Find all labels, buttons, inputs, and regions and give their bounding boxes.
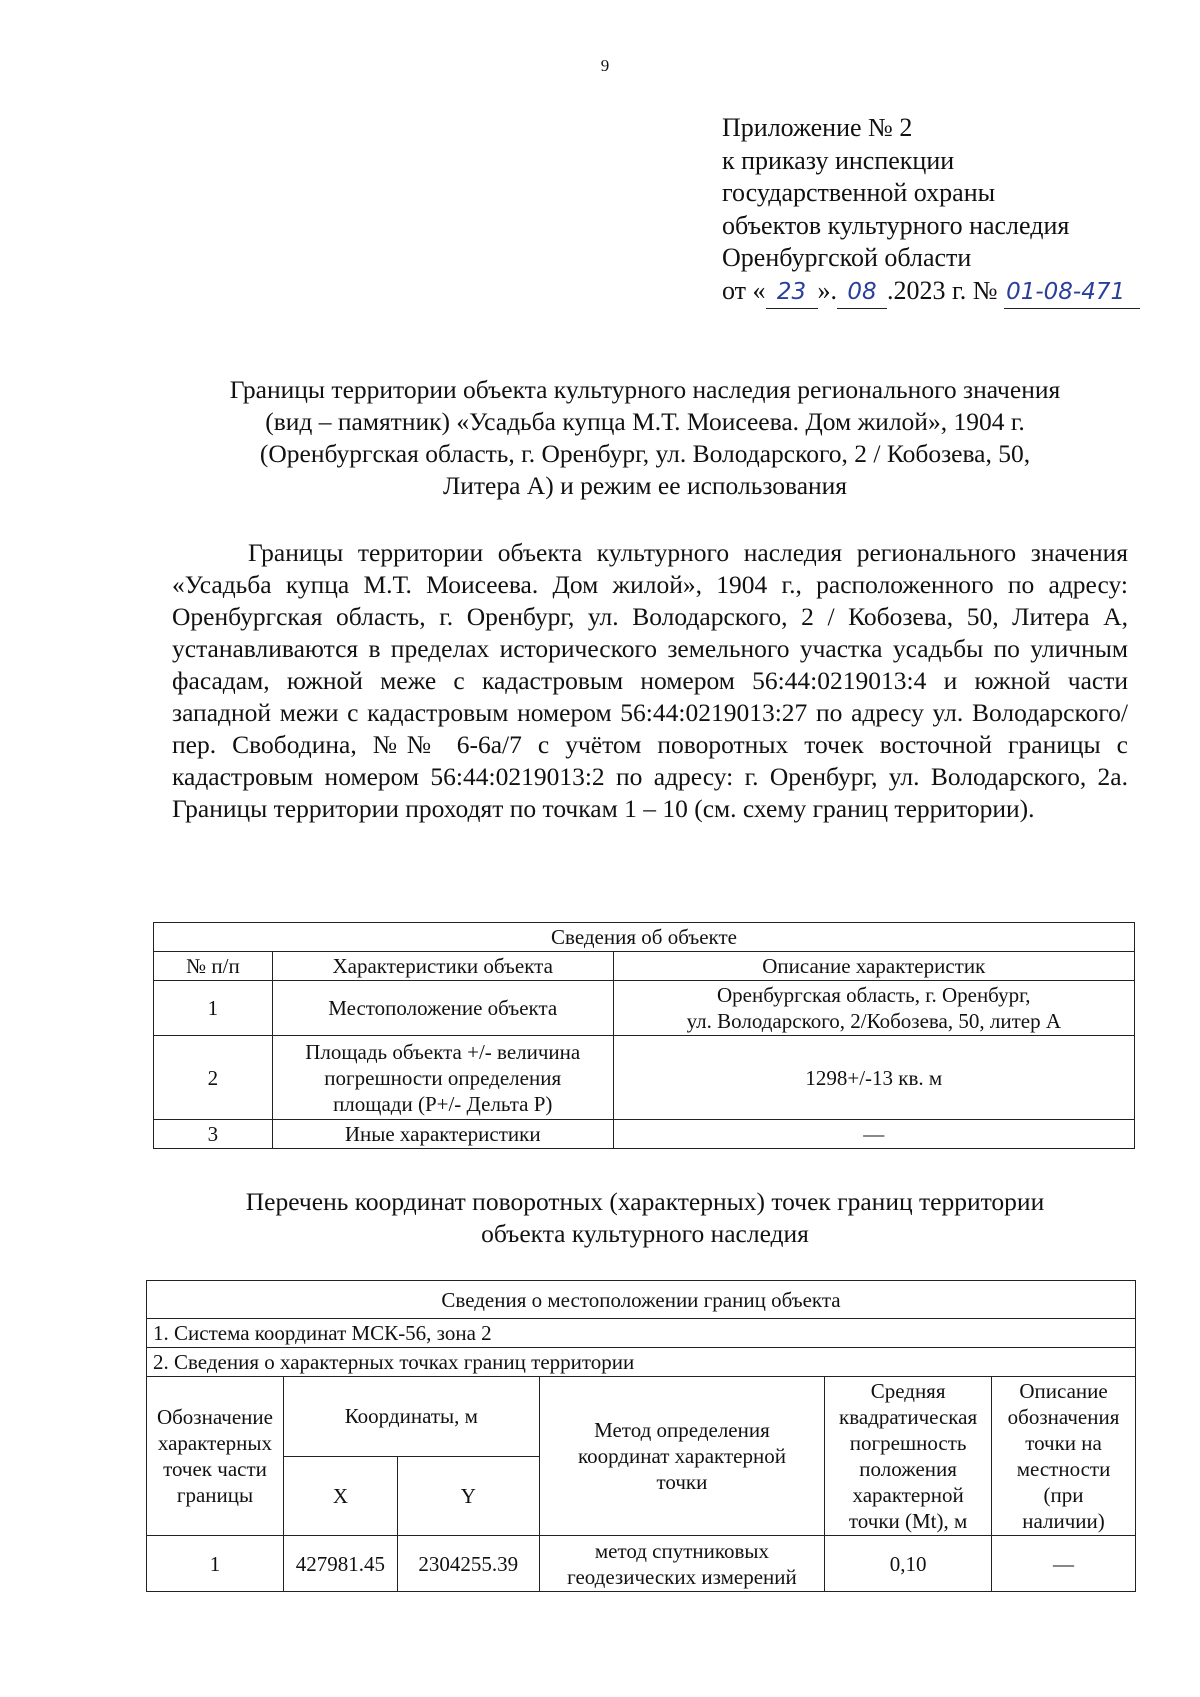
table-cell: — [613,1120,1134,1149]
handwritten-order-number: 01-08-471 [1004,276,1140,310]
body-paragraph: Границы территории объекта культурного наследия регионального значения «Усадьба купца М.Т. Моисеева. Дом жилой», 1904 г., расположенного по адресу: Оренбургская область, г. Оренбург, ул. Володарского, 2 / Кобозева, 50, Литера А, устанавливаются в пределах исторического земельного участка усадьбы по уличным фасадам, южной меже с кадастровым номером 56:44:0219013:4 и южной части западной межи с кадастровым номером 56:44:0219013:27 по адресу ул. Володарского/ пер. Свободина, №№ 6-6а/7 с учётом поворотных точек восточной границы с кадастровым номером 56:44:0219013:2 по адресу: г. Оренбург, ул. Володарского, 2а. Границы территории проходят по точкам 1 – 10 (см. схему границ территории). [172,538,1128,823]
header-line: точки (Mt), м [848,1509,968,1533]
header-cell: Характеристики объекта [272,952,613,981]
appendix-date-line [722,275,1140,310]
coordinates-section-title [150,1186,1140,1250]
cell-line: Площадь объекта +/- величина [305,1039,581,1064]
header-line: точки [656,1470,708,1494]
table-caption-row [147,1281,1136,1319]
header-line: местности [1016,1457,1111,1481]
appendix-line: Оренбургской области [722,243,972,272]
coord-x: 427981.45 [283,1536,397,1592]
header-line: (при [1043,1483,1084,1507]
header-cell: Описание характеристик [613,952,1134,981]
header-line: обозначения [1007,1405,1120,1429]
table-row [147,1536,1136,1592]
header-line: точек части [163,1457,267,1481]
header-line: характерных [157,1431,273,1455]
header-cell: № п/п [154,952,273,981]
table-row [154,1120,1135,1149]
description-cell: — [992,1536,1136,1592]
header-line: квадратическая [839,1405,978,1429]
header-line: Описание [1019,1379,1108,1403]
table-cell: Местоположение объекта [272,981,613,1036]
header-cell-y: Y [397,1456,539,1536]
coordinate-system: 1. Система координат МСК-56, зона 2 [147,1319,1136,1348]
header-line: погрешность [849,1431,967,1455]
table-cell: 1298+/-13 кв. м [613,1036,1134,1120]
header-line: координат характерной [577,1444,786,1468]
date-year: .2023 г. № [887,275,998,305]
title-line: Границы территории объекта культурного наследия регионального значения [229,375,1061,404]
coord-y: 2304255.39 [397,1536,539,1592]
points-section-title: 2. Сведения о характерных точках границ территории [147,1348,1136,1377]
table-row [147,1319,1136,1348]
handwritten-day: 23 [766,276,818,310]
subtitle-line: объекта культурного наследия [481,1219,809,1248]
document-title [150,374,1140,502]
handwritten-month: 08 [837,276,887,310]
appendix-header [722,112,1140,309]
appendix-line: объектов культурного наследия [722,210,1070,240]
header-line: точки на [1025,1431,1102,1455]
table-cell: 3 [154,1120,273,1149]
table-header-row [154,952,1135,981]
table-caption: Сведения об объекте [154,923,1135,952]
cell-line: ул. Володарского, 2/Кобозева, 50, литер А [686,1009,1061,1033]
title-line: Литера А) и режим ее использования [442,471,848,500]
header-cell-point [147,1377,284,1536]
table-header-row [147,1377,1136,1457]
cell-line: геодезических измерений [567,1564,797,1589]
table-cell: 1 [154,981,273,1036]
table-cell: Иные характеристики [272,1120,613,1149]
header-line: характерной [852,1483,964,1507]
header-line: Обозначение [156,1405,273,1429]
table-cell: 2 [154,1036,273,1120]
header-cell-x: X [283,1456,397,1536]
header-cell-error [825,1377,992,1536]
table-row [154,1036,1135,1120]
header-line: положения [859,1457,957,1481]
table-caption: Сведения о местоположении границ объекта [147,1281,1136,1319]
header-cell-method [539,1377,824,1536]
header-line: границы [176,1483,254,1507]
cell-line: Оренбургская область, г. Оренбург, [717,983,1031,1007]
cell-line: площади (Р+/- Дельта Р) [333,1091,553,1116]
header-line: Метод определения [594,1418,770,1442]
point-number: 1 [147,1536,284,1592]
date-mid: ». [817,275,838,305]
coordinates-table [146,1280,1136,1592]
header-cell-description [992,1377,1136,1536]
object-info-table [153,922,1135,1149]
header-line: Средняя [870,1379,946,1403]
title-line: (вид – памятник) «Усадьба купца М.Т. Моисеева. Дом жилой», 1904 г. [265,407,1025,436]
date-prefix: от « [722,275,766,305]
appendix-line: Приложение № 2 [722,113,913,142]
appendix-line: государственной охраны [722,178,996,207]
table-row [154,981,1135,1036]
table-caption-row [154,923,1135,952]
page-number: 9 [600,56,610,75]
table-row [147,1348,1136,1377]
subtitle-line: Перечень координат поворотных (характерных) точек границ территории [245,1187,1045,1216]
method-cell [539,1536,824,1592]
error-cell: 0,10 [825,1536,992,1592]
table-cell [613,981,1134,1036]
appendix-line: к приказу инспекции [722,145,955,175]
table-cell [272,1036,613,1120]
cell-line: погрешности определения [324,1065,562,1090]
title-line: (Оренбургская область, г. Оренбург, ул. Володарского, 2 / Кобозева, 50, [259,439,1031,468]
cell-line: метод спутниковых [594,1538,770,1563]
header-cell-coordinates: Координаты, м [283,1377,539,1457]
header-line: наличии) [1022,1509,1105,1533]
